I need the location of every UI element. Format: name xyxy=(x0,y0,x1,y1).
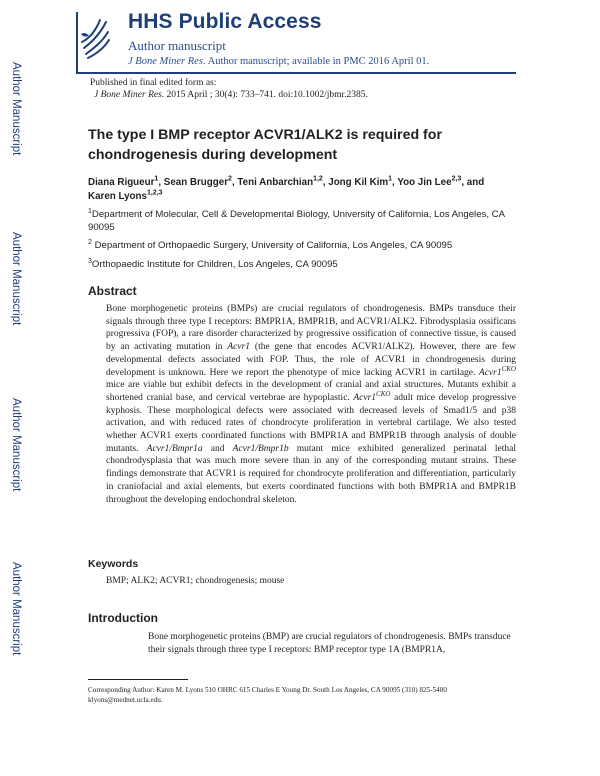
abstract-heading: Abstract xyxy=(88,284,137,298)
affiliation-number: 3 xyxy=(88,257,92,265)
citation-details: . 2015 April ; 30(4): 733–741. doi:10.1002/jbmr.2385. xyxy=(161,90,368,100)
author-affiliation-marker: 1,2 xyxy=(313,175,323,183)
corresponding-author-footnote xyxy=(88,685,528,705)
keywords-list: BMP; ALK2; ACVR1; chondrogenesis; mouse xyxy=(106,576,285,586)
author-affiliation-marker: 1 xyxy=(154,175,159,183)
footnote-rule xyxy=(88,679,188,680)
gene-name: Acvr1 xyxy=(478,367,502,378)
author-separator: , xyxy=(322,177,329,188)
affiliation-1 xyxy=(88,208,516,234)
author-affiliation-marker: 1,2,3 xyxy=(146,189,163,197)
affiliation-2 xyxy=(88,239,516,252)
gene-name: Acvr1 xyxy=(353,392,377,403)
affiliation-number: 2 xyxy=(88,238,92,246)
journal-availability-line xyxy=(128,56,429,67)
author-name: Jong Kil Kim xyxy=(328,177,389,188)
gene-name: Acvr1/Bmpr1b xyxy=(232,443,289,454)
abstract-text: and xyxy=(202,443,233,454)
keywords-heading: Keywords xyxy=(88,558,139,570)
gene-name: Acvr1 xyxy=(227,342,251,353)
abstract-text: mice are viable but exhibit defects in the development of cranial and axial structures. Mutants exhibit a shortened cranial base, and cervical vertebrae are hypoplastic. xyxy=(106,380,516,403)
hhs-public-access-title: HHS Public Access xyxy=(128,10,322,33)
affiliation-3 xyxy=(88,258,516,271)
author-affiliation-marker: 1 xyxy=(388,175,393,183)
affiliation-number: 1 xyxy=(88,207,92,215)
abstract-text: adult mice develop progressive kyphosis. These morphological defects were associated with decreased levels of Smad1/5 and p38 activation, and with reduced rates of chondrocyte proliferation in vertebral cartilage. We also tested whether ACVR1 exerts coordinated functions with BMPR1A and BMPR1B through analysis of double mutants. xyxy=(106,392,516,454)
author-name: Diana Rigueur xyxy=(88,177,155,188)
side-label-author-manuscript: Author Manuscript xyxy=(10,62,22,156)
side-label-author-manuscript: Author Manuscript xyxy=(10,398,22,492)
citation-line xyxy=(94,90,368,100)
author-manuscript-label: Author manuscript xyxy=(128,38,226,53)
author-name: Teni Anbarchian xyxy=(237,177,314,188)
gene-name: Acvr1/Bmpr1a xyxy=(146,443,203,454)
side-label-author-manuscript: Author Manuscript xyxy=(10,232,22,326)
abstract-text: Bone morphogenetic proteins (BMPs) are crucial regulators of chondrogenesis. BMPs transduce their signals through three type I receptors: BMPR1A, BMPR1B, and ACVR1/ALK2. Fibrodysplasia ossificans progressiva (FOP), a rare disorder characterized by progressive ossification of connective tissue, is caused by an activating mutation in xyxy=(106,304,516,353)
gene-superscript: CKO xyxy=(501,364,516,373)
affiliation-text: Department of Molecular, Cell & Developmental Biology, University of California, Los Angeles, CA 90095 xyxy=(88,209,505,233)
author-separator: , and xyxy=(461,177,485,188)
author-list xyxy=(88,176,518,204)
affiliation-text: Orthopaedic Institute for Children, Los Angeles, CA 90095 xyxy=(91,259,338,270)
author-name: Karen Lyons xyxy=(88,191,147,202)
author-name: Yoo Jin Lee xyxy=(397,177,452,188)
hhs-eagle-icon xyxy=(78,14,112,62)
introduction-heading: Introduction xyxy=(88,611,158,625)
author-affiliation-marker: 2,3 xyxy=(451,175,462,183)
abstract-text: (the gene that encodes ACVR1/ALK2). However, there are few developmental defects associated with FOP. Thus, the role of ACVR1 in chondrogenesis during development is unknown. Here we report the phenotype of mice lacking ACVR1 in cartilage. xyxy=(106,342,516,378)
article-title: The type I BMP receptor ACVR1/ALK2 is required for chondrogenesis during development xyxy=(88,127,442,163)
author-separator: , xyxy=(158,177,164,188)
author-affiliation-marker: 2 xyxy=(228,175,232,183)
affiliation-text: Department of Orthopaedic Surgery, University of California, Los Angeles, CA 90095 xyxy=(91,240,453,251)
author-separator: , xyxy=(392,177,398,188)
journal-abbrev: J Bone Miner Res xyxy=(128,56,203,67)
author-name: Sean Brugger xyxy=(163,177,229,188)
introduction-text: Bone morphogenetic proteins (BMP) are crucial regulators of chondrogenesis. BMPs transduce their signals through three type I receptors: BMP receptor type 1A (BMPR1A, xyxy=(148,632,511,655)
abstract-text: mutant mice exhibited generalized perinatal lethal chondrodysplasia that was much more severe than in any of the corresponding mutant strains. These findings demonstrate that ACVR1 is required for chondrocyte proliferation and differentiation, particularly in craniofacial and axial elements, but exerts coordinated functions with both BMPR1A and BMPR1B throughout the developing endochondral skeleton. xyxy=(106,443,516,505)
citation-journal: J Bone Miner Res xyxy=(94,90,162,100)
abstract-body xyxy=(106,303,516,506)
gene-superscript: CKO xyxy=(376,389,391,398)
footnote-email: klyons@mednet.ucla.edu. xyxy=(88,696,163,704)
published-in-label: Published in final edited form as: xyxy=(90,78,217,88)
footnote-address: Corresponding Author: Karen M. Lyons 510 OHRC 615 Charles E Young Dr. South Los Angeles, CA 90095 (310) 825-5480 xyxy=(88,686,447,694)
header-rule xyxy=(76,72,516,74)
availability-text: . Author manuscript; available in PMC 2016 April 01. xyxy=(202,56,430,67)
author-separator: , xyxy=(231,177,238,188)
side-label-author-manuscript: Author Manuscript xyxy=(10,562,22,656)
